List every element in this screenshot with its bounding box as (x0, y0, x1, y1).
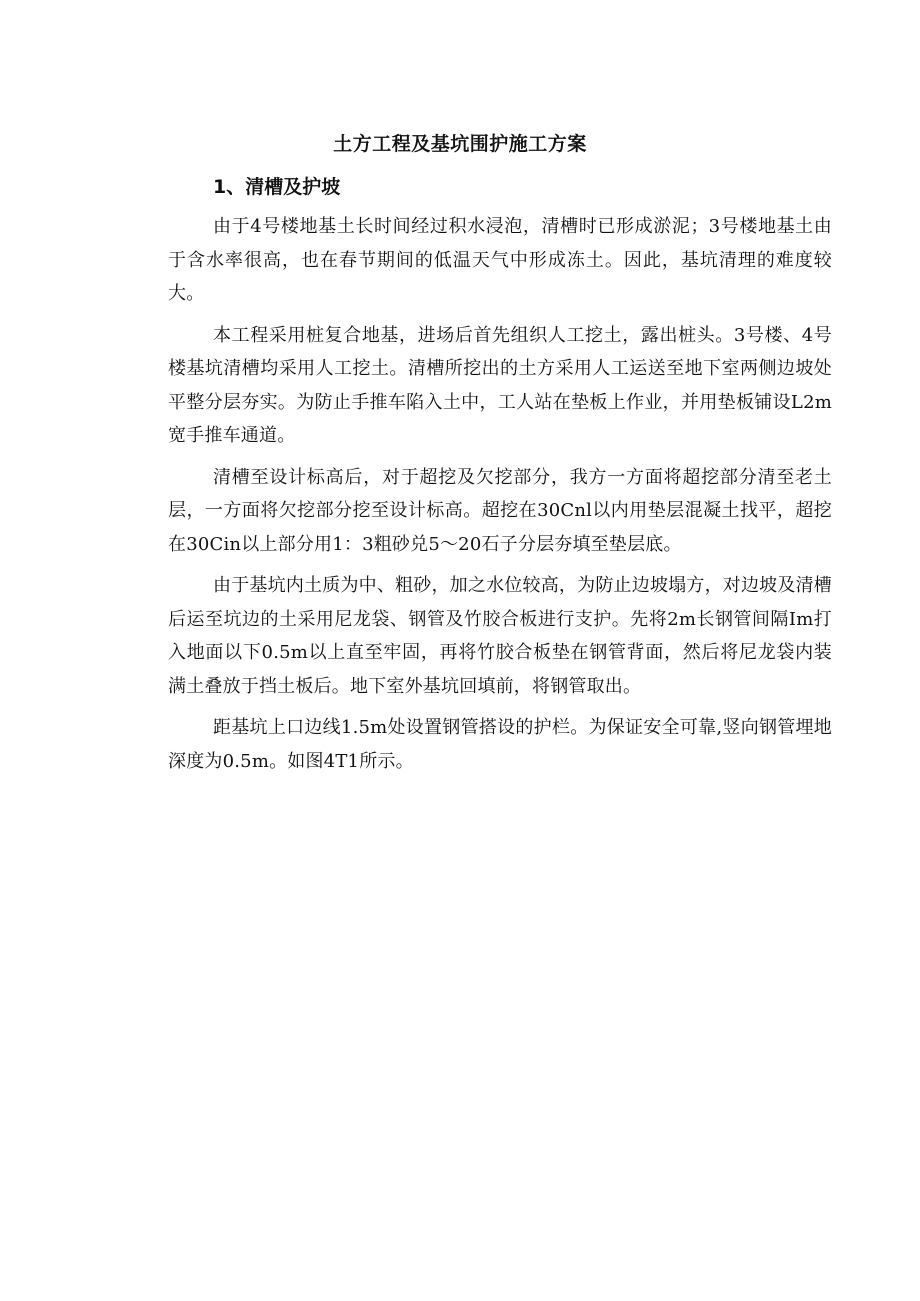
section-heading: 1、清槽及护坡 (213, 176, 341, 198)
paragraph-3: 清槽至设计标高后，对于超挖及欠挖部分，我方一方面将超挖部分清至老土层，一方面将欠挖部分挖至设计标高。超挖在30Cnl以内用垫层混凝土找平，超挖在30Cin以上部分用1：3粗砂兑5～20石子分层夯填至垫层底。 (168, 466, 832, 555)
section-body (168, 210, 832, 786)
page-title: 土方工程及基坑围护施工方案 (333, 133, 587, 155)
paragraph-5: 距基坑上口边线1.5m处设置钢管搭设的护栏。为保证安全可靠,竖向钢管埋地深度为0.5m。如图4T1所示。 (168, 717, 832, 772)
paragraph-2: 本工程采用桩复合地基，进场后首先组织人工挖土，露出桩头。3号楼、4号楼基坑清槽均采用人工挖土。清槽所挖出的土方采用人工运送至地下室两侧边坡处平整分层夯实。为防止手推车陷入土中，工人站在垫板上作业，并用垫板铺设L2m宽手推车通道。 (168, 324, 832, 446)
paragraph-1: 由于4号楼地基土长时间经过积水浸泡，清槽时已形成淤泥；3号楼地基土由于含水率很高，也在春节期间的低温天气中形成冻土。因此，基坑清理的难度较大。 (168, 216, 832, 304)
paragraph-4: 由于基坑内土质为中、粗砂，加之水位较高，为防止边坡塌方，对边坡及清槽后运至坑边的土采用尼龙袋、钢管及竹胶合板进行支护。先将2m长钢管间隔Im打入地面以下0.5m以上直至牢固，再将竹胶合板垫在钢管背面，然后将尼龙袋内装满土叠放于挡土板后。地下室外基坑回填前，将钢管取出。 (168, 575, 832, 697)
